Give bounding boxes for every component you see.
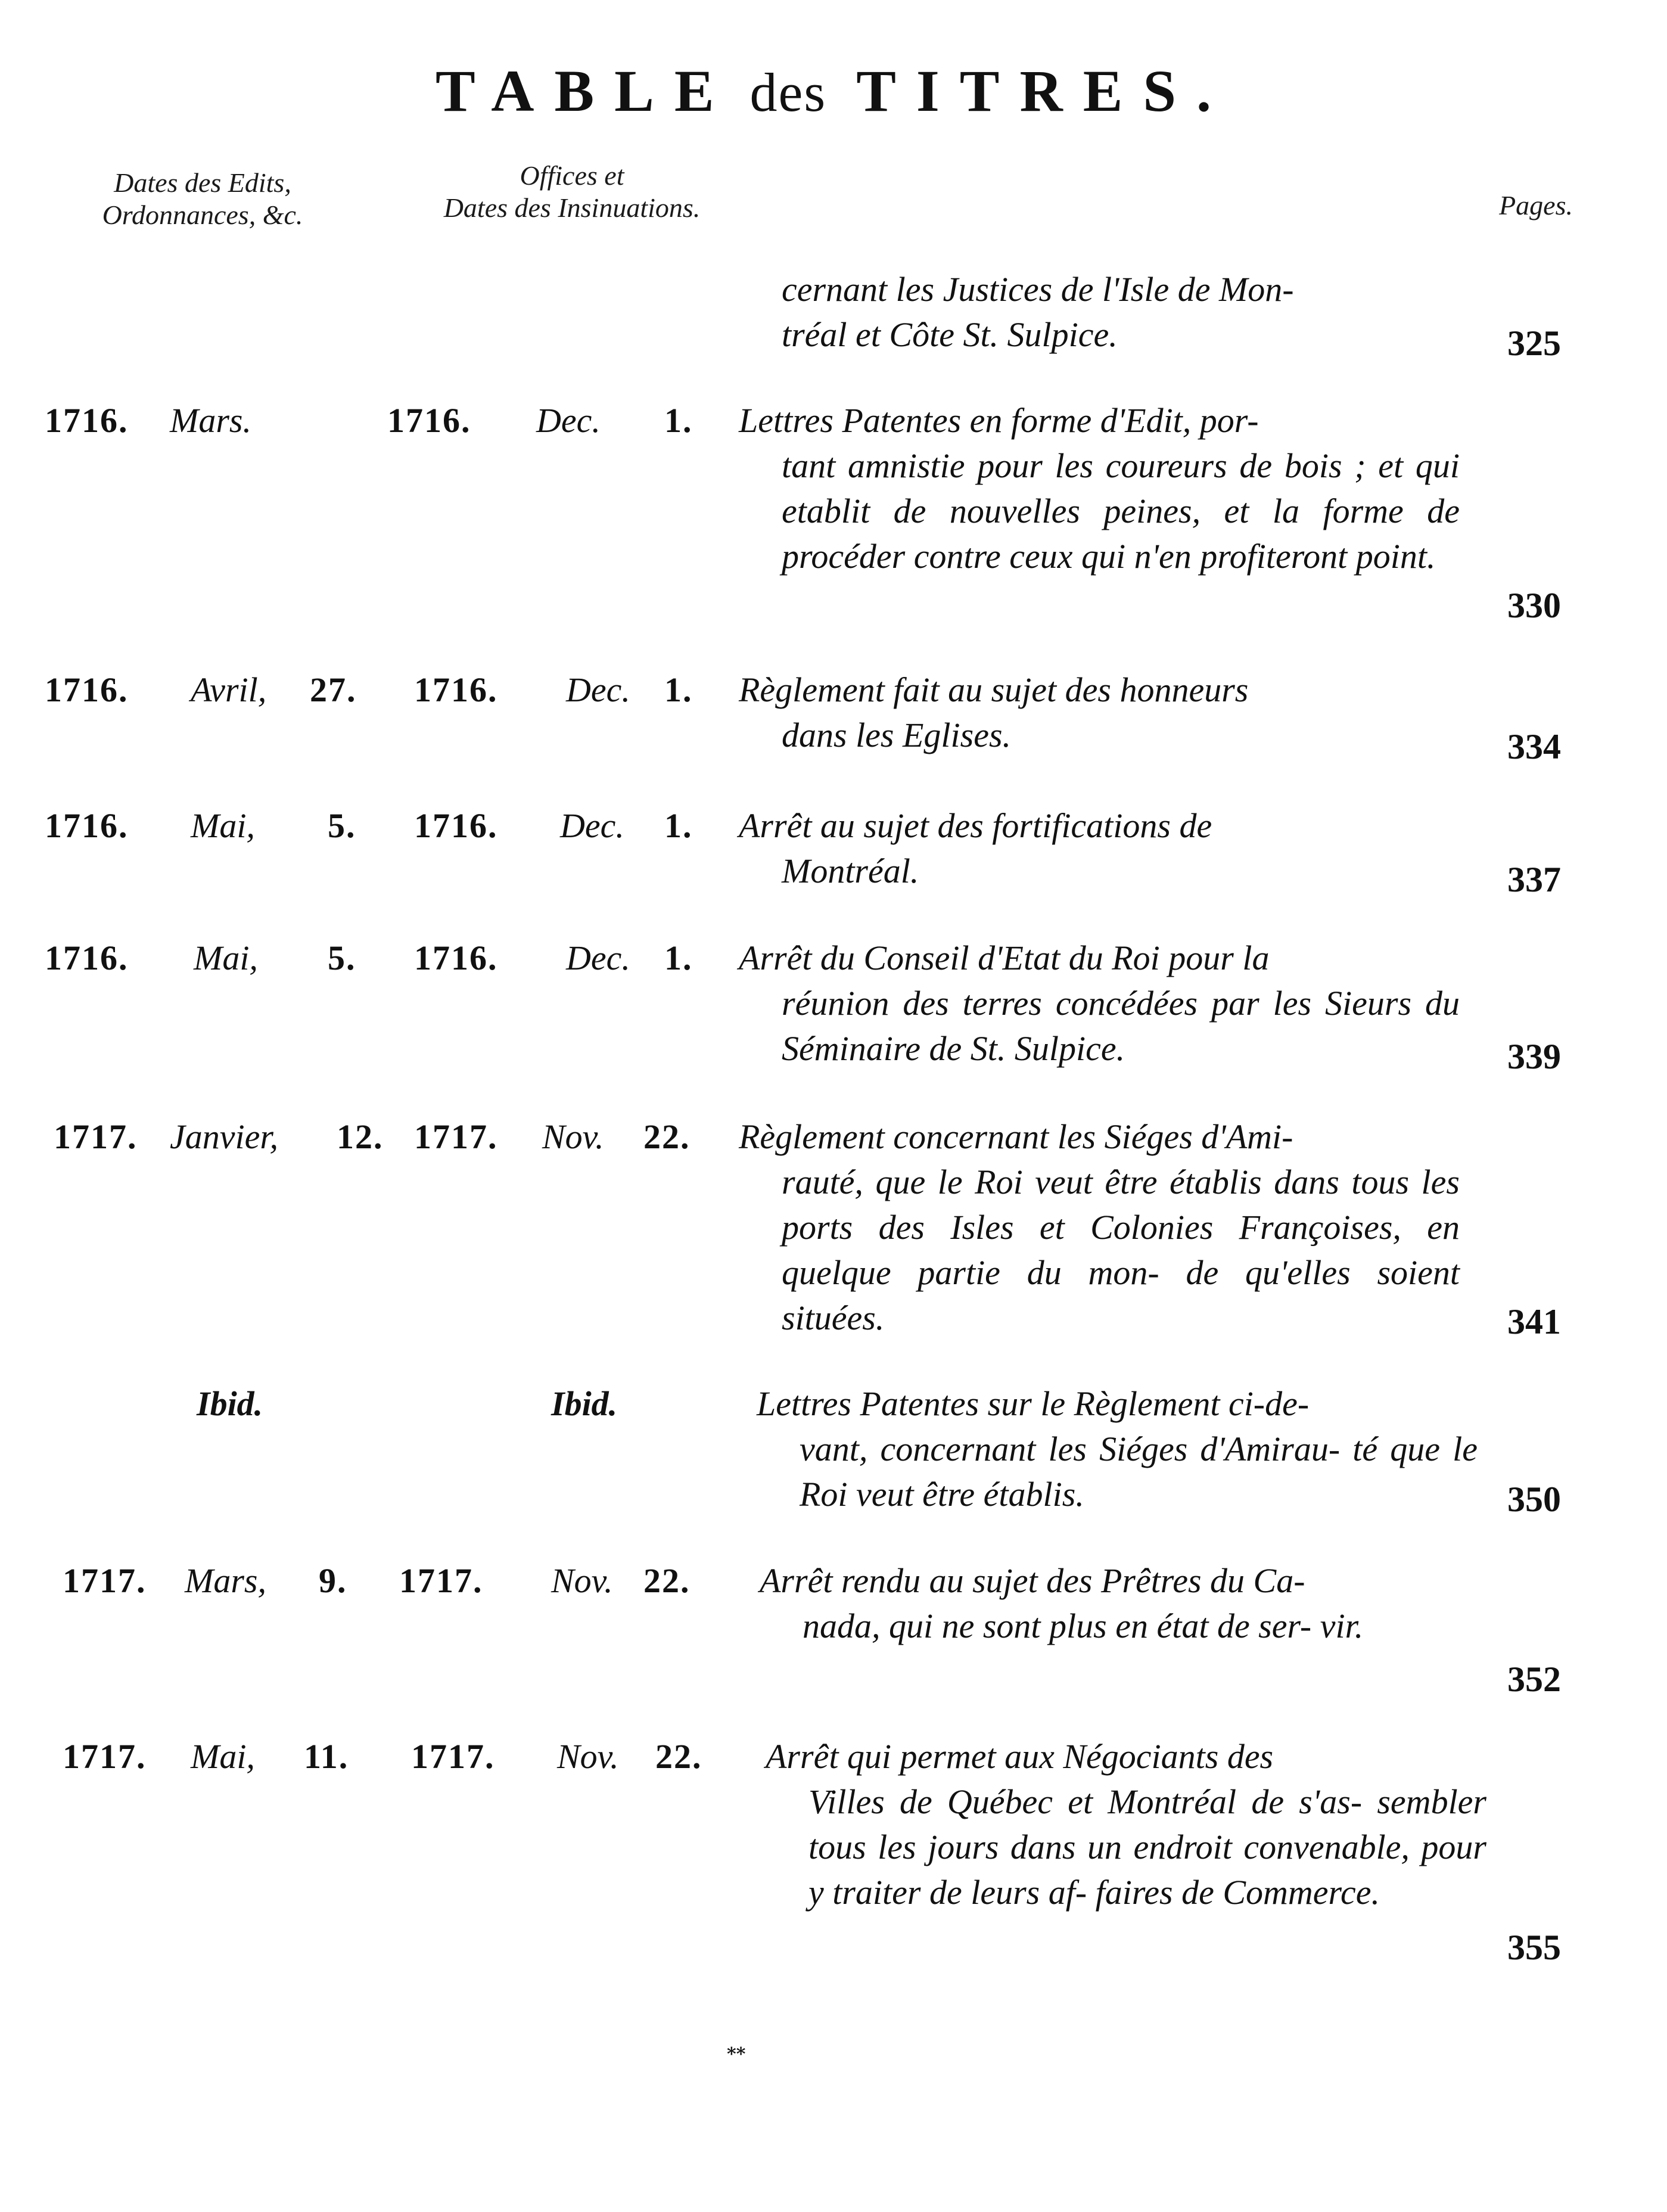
entry-page-number: 334 xyxy=(1507,727,1561,766)
header-offices-column xyxy=(405,160,739,224)
entry-insinuation-month: Dec. xyxy=(566,939,630,977)
entry-date-month: Mai, xyxy=(194,939,258,977)
entry-page-number: 337 xyxy=(1507,860,1561,899)
entry-date-day: 11. xyxy=(304,1737,349,1776)
entry-insinuation-day: 1. xyxy=(664,670,693,709)
entry-date-year: 1717. xyxy=(63,1561,147,1600)
entry-page-number: 341 xyxy=(1507,1302,1561,1341)
entry-date-month: Janvier, xyxy=(170,1117,278,1156)
entry-desc-rest: rauté, que le Roi veut être établis dans tous les ports des Isles et Colonies Françoises, en quelque partie du mon- de qu'elles soient situées. xyxy=(782,1163,1460,1337)
entry-date-month: Avril, xyxy=(191,670,267,709)
entry-insinuation-ibid: Ibid. xyxy=(551,1384,618,1423)
entry-desc-rest: nada, qui ne sont plus en état de ser- vir. xyxy=(803,1607,1364,1645)
entry-description xyxy=(739,936,1460,1071)
entry-desc-rest: dans les Eglises. xyxy=(782,716,1012,754)
entry-insinuation-day: 1. xyxy=(664,939,693,977)
entry-date-month: Mai, xyxy=(191,1737,255,1776)
header-offices-line2: Dates des Insinuations. xyxy=(443,192,701,223)
entry-insinuation-month: Dec. xyxy=(560,806,624,845)
entry-desc-first-line: Arrêt du Conseil d'Etat du Roi pour la xyxy=(739,939,1270,977)
title-word-table: TABLE xyxy=(435,58,735,124)
entry-date-year: 1716. xyxy=(45,670,129,709)
entry-date-year: 1716. xyxy=(45,806,129,845)
title-word-des: des xyxy=(749,62,827,123)
entry-insinuation-day: 22. xyxy=(655,1737,702,1776)
entry-date-month: Mars, xyxy=(185,1561,266,1600)
entry-insinuation-month: Nov. xyxy=(557,1737,619,1776)
header-dates-line1: Dates des Edits, xyxy=(114,167,291,198)
entry-page-number: 350 xyxy=(1507,1480,1561,1519)
entry-desc-first-line: Arrêt qui permet aux Négociants des xyxy=(766,1737,1274,1776)
entry-date-year: 1717. xyxy=(63,1737,147,1776)
entry-date-year: 1716. xyxy=(45,939,129,977)
entry-insinuation-month: Dec. xyxy=(536,401,601,440)
entry-description xyxy=(739,1114,1460,1341)
entry-insinuation-day: 1. xyxy=(664,806,693,845)
entry-description xyxy=(757,1381,1478,1517)
entry-desc-first-line: Règlement concernant les Siéges d'Ami- xyxy=(739,1117,1293,1156)
entry-desc-first-line: Lettres Patentes sur le Règlement ci-de- xyxy=(757,1384,1310,1423)
entry-insinuation-day: 1. xyxy=(664,401,693,440)
entry-date-month: Mars. xyxy=(170,401,251,440)
entry-desc-rest: Villes de Québec et Montréal de s'as- sembler tous les jours dans un endroit convenable, pour y traiter de leurs af- faires de Commerce. xyxy=(808,1782,1486,1912)
entry-description xyxy=(760,1558,1481,1649)
title-word-titres: TITRES. xyxy=(856,58,1232,124)
entry-desc-rest: tréal et Côte St. Sulpice. xyxy=(782,315,1118,354)
entry-insinuation-month: Nov. xyxy=(551,1561,613,1600)
entry-insinuation-year: 1716. xyxy=(414,670,498,709)
entry-page-number: 355 xyxy=(1507,1928,1561,1967)
entry-description xyxy=(739,267,1460,358)
entry-page-number: 330 xyxy=(1507,586,1561,625)
entry-desc-first-line: Lettres Patentes en forme d'Edit, por- xyxy=(739,401,1259,440)
entry-desc-rest: vant, concernant les Siéges d'Amirau- té que le Roi veut être établis. xyxy=(800,1430,1478,1514)
entry-date-month: Mai, xyxy=(191,806,255,845)
entry-insinuation-year: 1717. xyxy=(411,1737,495,1776)
entry-date-year: 1717. xyxy=(54,1117,138,1156)
entry-insinuation-day: 22. xyxy=(643,1117,691,1156)
entry-date-day: 27. xyxy=(310,670,357,709)
entry-date-year: 1716. xyxy=(45,401,129,440)
entry-insinuation-year: 1717. xyxy=(399,1561,483,1600)
entry-description xyxy=(739,803,1460,894)
entry-desc-rest: tant amnistie pour les coureurs de bois ; et qui etablit de nouvelles peines, et la forme de procéder contre ceux qui n'en profiteront point. xyxy=(782,446,1460,576)
entry-insinuation-month: Dec. xyxy=(566,670,630,709)
header-pages-column: Pages. xyxy=(1499,190,1573,220)
entry-date-ibid: Ibid. xyxy=(197,1384,263,1423)
entry-date-day: 5. xyxy=(328,806,356,845)
entry-insinuation-year: 1716. xyxy=(414,806,498,845)
entry-description xyxy=(739,398,1460,579)
entry-page-number: 339 xyxy=(1507,1037,1561,1076)
entry-desc-first-line: Arrêt au sujet des fortifications de xyxy=(739,806,1212,845)
entry-insinuation-month: Nov. xyxy=(542,1117,604,1156)
catchword: ** xyxy=(727,2044,746,2065)
entry-desc-first-line: Arrêt rendu au sujet des Prêtres du Ca- xyxy=(760,1561,1305,1600)
entry-desc-first-line: cernant les Justices de l'Isle de Mon- xyxy=(782,270,1294,309)
entry-desc-first-line: Règlement fait au sujet des honneurs xyxy=(739,670,1249,709)
entry-date-day: 5. xyxy=(328,939,356,977)
entry-description xyxy=(766,1734,1486,1915)
entry-insinuation-year: 1717. xyxy=(414,1117,498,1156)
page-title xyxy=(0,57,1667,125)
entry-desc-rest: Montréal. xyxy=(782,852,919,890)
entry-page-number: 352 xyxy=(1507,1660,1561,1699)
entry-insinuation-year: 1716. xyxy=(387,401,471,440)
header-dates-column xyxy=(36,167,369,231)
entry-desc-rest: réunion des terres concédées par les Sieurs du Séminaire de St. Sulpice. xyxy=(782,984,1460,1068)
header-dates-line2: Ordonnances, &c. xyxy=(102,200,303,230)
entry-date-day: 9. xyxy=(319,1561,347,1600)
header-offices-line1: Offices et xyxy=(520,160,624,191)
entry-description xyxy=(739,667,1460,758)
entry-page-number: 325 xyxy=(1507,324,1561,363)
entry-insinuation-year: 1716. xyxy=(414,939,498,977)
entry-insinuation-day: 22. xyxy=(643,1561,691,1600)
entry-date-day: 12. xyxy=(337,1117,384,1156)
